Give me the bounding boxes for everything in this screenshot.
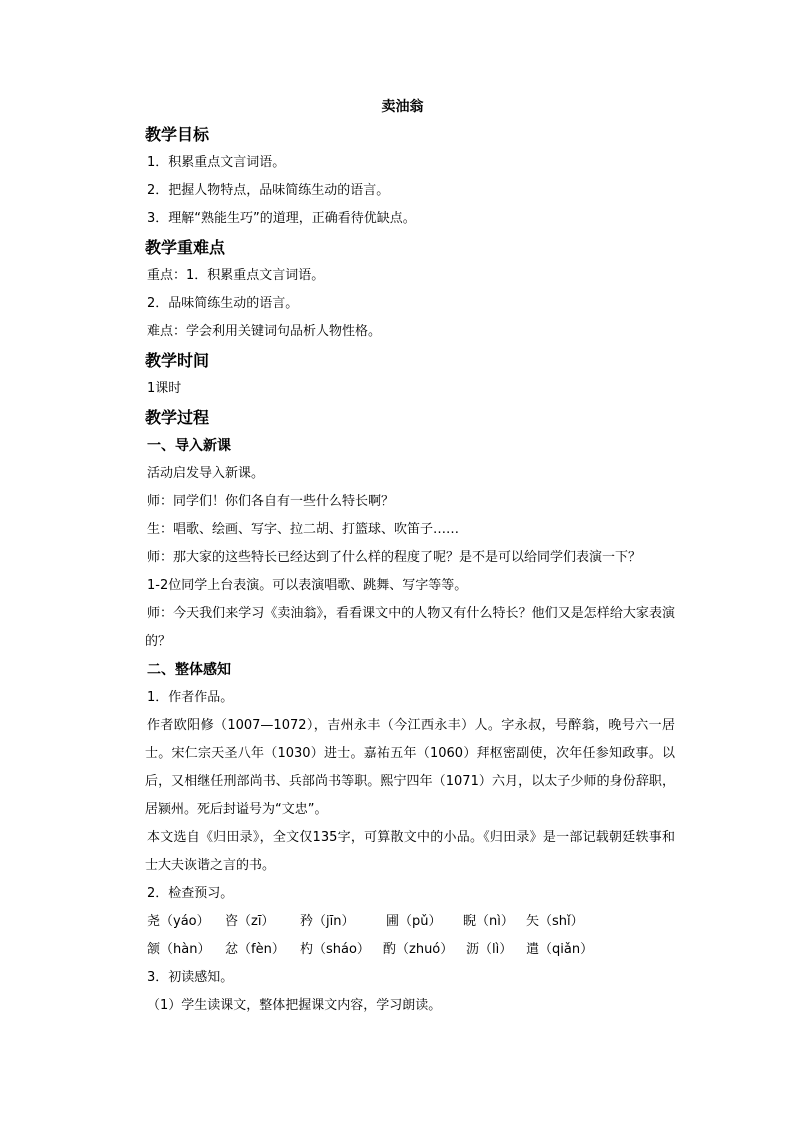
- intro-line: 活动启发导入新课。: [147, 466, 265, 481]
- intro-paragraph: 师：今天我们来学习《卖油翁》，看看课文中的人物又有什么特长？他们又是怎样给大家表演的？: [145, 606, 675, 649]
- pinyin-item: 遣（qiǎn）: [526, 942, 594, 957]
- document-body: [145, 92, 675, 1020]
- subheading-overview: 二、整体感知: [147, 662, 231, 678]
- overview-item: 2．检查预习。: [147, 886, 234, 901]
- pinyin-item: 颔（hàn）: [147, 942, 211, 957]
- heading-goals: 教学目标: [145, 125, 210, 144]
- heading-time: 教学时间: [145, 351, 210, 370]
- overview-subitem: （1）学生读课文，整体把握课文内容，学习朗读。: [147, 998, 442, 1013]
- keypoint-item: 难点：学会利用关键词句品析人物性格。: [147, 324, 382, 339]
- pinyin-row: [145, 908, 675, 936]
- pinyin-row: [145, 936, 675, 964]
- overview-item: 3．初读感知。: [147, 970, 234, 985]
- pinyin-item: 杓（sháo）: [300, 942, 370, 957]
- pinyin-item: 矢（shǐ）: [526, 914, 584, 929]
- overview-item: 1．作者作品。: [147, 690, 234, 705]
- goal-item: 2．把握人物特点，品味简练生动的语言。: [147, 183, 390, 198]
- pinyin-item: 圃（pǔ）: [386, 914, 442, 929]
- intro-line: 师：同学们！你们各自有一些什么特长啊？: [147, 494, 395, 509]
- pinyin-item: 忿（fèn）: [225, 942, 285, 957]
- pinyin-item: 酌（zhuó）: [383, 942, 454, 957]
- intro-line: 1-2位同学上台表演。可以表演唱歌、跳舞、写字等等。: [147, 578, 468, 593]
- time-item: 1课时: [147, 381, 182, 396]
- pinyin-item: 咨（zī）: [225, 914, 275, 929]
- pinyin-item: 矜（jīn）: [300, 914, 355, 929]
- keypoint-item: 重点：1．积累重点文言词语。: [147, 268, 325, 283]
- author-paragraph: 作者欧阳修（1007—1072），吉州永丰（今江西永丰）人。字永叔，号醉翁，晚号六一居士。宋仁宗天圣八年（1030）进士。嘉祐五年（1060）拜枢密副使，次年任参知政事。以后，又相继任刑部尚书、兵部尚书等职。熙宁四年（1071）六月，以太子少师的身份辞职，居颍州。死后封谥号为“文忠”。: [145, 718, 675, 817]
- intro-line: 师：那大家的这些特长已经达到了什么样的程度了呢？是不是可以给同学们表演一下？: [147, 550, 642, 565]
- pinyin-item: 沥（lì）: [466, 942, 513, 957]
- intro-line: 生：唱歌、绘画、写字、拉二胡、打篮球、吹笛子……: [147, 522, 460, 537]
- heading-process: 教学过程: [145, 408, 210, 427]
- pinyin-item: 尧（yáo）: [147, 914, 210, 929]
- keypoint-item: 2．品味简练生动的语言。: [147, 296, 299, 311]
- page-title: 卖油翁: [381, 99, 424, 115]
- heading-keypoints: 教学重难点: [145, 238, 226, 257]
- subheading-intro: 一、导入新课: [147, 438, 231, 454]
- goal-item: 3．理解“熟能生巧”的道理，正确看待优缺点。: [147, 211, 416, 226]
- pinyin-item: 睨（nì）: [463, 914, 514, 929]
- goal-item: 1．积累重点文言词语。: [147, 155, 286, 170]
- source-paragraph: 本文选自《归田录》，全文仅135字，可算散文中的小品。《归田录》是一部记载朝廷轶事和士大夫诙谐之言的书。: [145, 830, 675, 873]
